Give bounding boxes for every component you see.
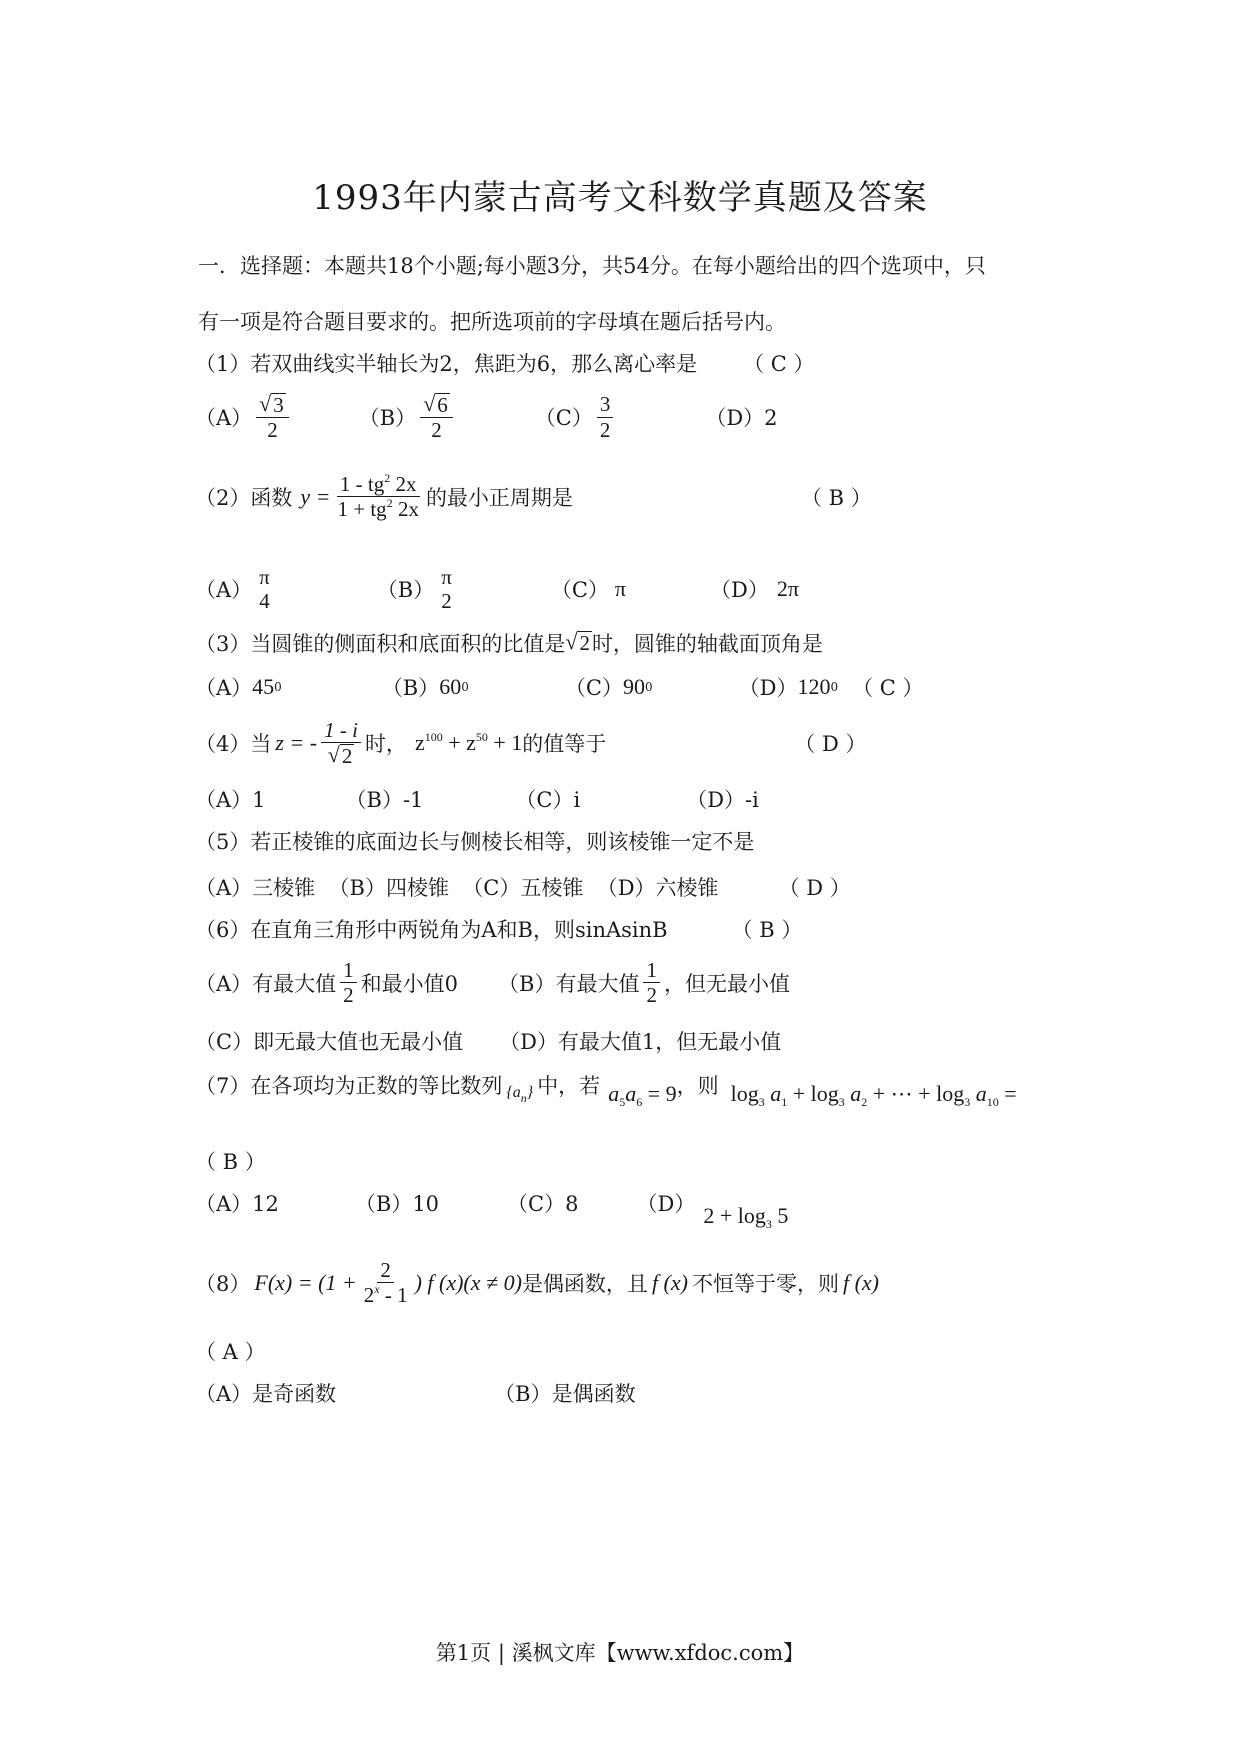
question-3-stem: （3）当圆锥的侧面积和底面积的比值是 √ 2 时，圆锥的轴截面顶角是 xyxy=(195,628,823,656)
q3-option-b: （B） 60 0 xyxy=(381,674,469,700)
q7-option-c: （C）8 xyxy=(507,1192,579,1216)
question-1-stem xyxy=(195,348,815,378)
question-1-options xyxy=(195,392,778,442)
q7-answer: （ B ） xyxy=(195,1150,266,1174)
q6-option-c: （C）即无最大值也无最小值 xyxy=(195,1030,464,1054)
q3-option-d: （D） 120 0 xyxy=(738,674,839,700)
q4-option-d: （D）-i xyxy=(686,788,759,812)
q2-fraction: $\frac{1 - tg^2 2x}{1 + tg^2 2x}$ xyxy=(337,471,419,522)
question-3-options xyxy=(195,672,924,702)
q7-condition: $a_5a_6 = 9$ xyxy=(608,1080,677,1109)
q6-option-b: （B）有最大值 $\frac{1}{2}$ ，但无最小值 xyxy=(498,958,790,1008)
q2-answer: （ B ） xyxy=(800,485,872,510)
q6-answer: （ B ） xyxy=(731,918,803,942)
q3-root: √ 2 xyxy=(565,628,590,655)
q4-answer: （ D ） xyxy=(794,732,867,757)
q8-option-a: （A）是奇函数 xyxy=(195,1382,337,1406)
q2-option-d: （D） 2π xyxy=(710,576,799,603)
q4-expression: $z^{100} + z^{50} + 1$ xyxy=(414,730,523,756)
page-title: 1993年内蒙古高考文科数学真题及答案 xyxy=(312,178,928,218)
section-intro-line-2: 有一项是符合题目要求的。把所选项前的字母填在题后括号内。 xyxy=(198,310,786,334)
question-2-options xyxy=(195,565,799,613)
q1-text: （1）若双曲线实半轴长为2，焦距为6，那么离心率是 xyxy=(195,352,698,376)
q7-expression: $\log_3 a_1 + \log_3 a_2$ + ⋯ + $\log_3 a_{10}$ = xyxy=(730,1080,1017,1109)
question-7-stem: （7）在各项均为正数的等比数列 $\{a_n\}$ 中，若 $a_5a_6 = 9$ ，则 $\log_3 a_1 + \log_3 a_2$ + ⋯ + $\log_3 a_{10}$ = xyxy=(195,1074,1017,1109)
q2-option-c: （C） π xyxy=(550,576,627,603)
q7-sequence: $\{a_n\}$ xyxy=(506,1084,534,1105)
q7-option-b: （B）10 xyxy=(354,1192,440,1216)
q2-option-a: （A） π 4 xyxy=(195,565,270,614)
question-4-options xyxy=(195,784,759,814)
q3-option-c: （C） 90 0 xyxy=(564,674,653,700)
q4-option-b: （B）-1 xyxy=(345,788,424,812)
q8-fraction: $\frac{2}{2^x - 1}$ xyxy=(363,1258,408,1308)
q8-answer: （ A ） xyxy=(195,1340,266,1364)
q6-option-d: （D）有最大值1，但无最小值 xyxy=(499,1030,782,1054)
question-6-options-ab xyxy=(195,958,790,1007)
q8-option-b: （B）是偶函数 xyxy=(494,1382,636,1406)
q1-answer: （ C ） xyxy=(743,352,815,376)
question-5-options: （A）三棱锥 （B）四棱锥 （C）五棱锥 （D）六棱锥 （ D ） xyxy=(195,872,851,902)
q6-option-a: （A）有最大值 $\frac{1}{2}$ 和最小值0 xyxy=(195,958,459,1008)
q3-answer: （ C ） xyxy=(852,676,924,700)
section-intro-line-1: 一．选择题：本题共18个小题;每小题3分，共54分。在每小题给出的四个选项中，只 xyxy=(198,254,986,278)
q1-option-c: （C） $\frac{3}{2}$ xyxy=(535,392,618,441)
question-2-stem: （2）函数 y = $\frac{1 - tg^2 2x}{1 + tg^2 2x}$ 的最小正周期是 （ B ） xyxy=(195,471,872,522)
question-5-stem: （5）若正棱锥的底面边长与侧棱长相等，则该棱锥一定不是 xyxy=(195,830,755,854)
question-6-stem: （6）在直角三角形中两锐角为A和B，则sinAsinB （ B ） xyxy=(195,914,802,944)
q4-fraction: 1 - i √ 2 xyxy=(321,718,361,768)
q1-option-a: （A） √ 3 2 xyxy=(195,392,293,442)
question-4-stem: （4）当 z = - 1 - i √ 2 时， $z^{100} + z^{50} + 1$ 的值等于 （ D ） xyxy=(195,718,867,769)
question-8-stem: （8） F(x) = (1 + $\frac{2}{2^x - 1}$ ) f (x)(x ≠ 0) 是偶函数，且 f (x) 不恒等于零，则 f (x) xyxy=(195,1258,879,1308)
q1-option-d: （D）2 xyxy=(705,406,778,431)
question-6-options-cd xyxy=(195,1026,781,1056)
page-footer: 第1页 | 溪枫文库【www.xfdoc.com】 xyxy=(435,1641,805,1665)
q5-answer: （ D ） xyxy=(778,876,851,900)
question-8-options xyxy=(195,1378,636,1408)
q3-option-a: （A） 45 0 xyxy=(195,674,282,700)
q4-option-c: （C）i xyxy=(515,788,581,812)
q7-option-a: （A）12 xyxy=(195,1192,279,1216)
q7-option-d: （D） $2 + \log_3 5$ xyxy=(636,1192,789,1231)
q1-option-b: （B） √ 6 2 xyxy=(359,392,457,442)
q4-option-a: （A）1 xyxy=(195,788,266,812)
q2-option-b: （B） π 2 xyxy=(376,565,452,614)
question-7-options xyxy=(195,1188,789,1231)
